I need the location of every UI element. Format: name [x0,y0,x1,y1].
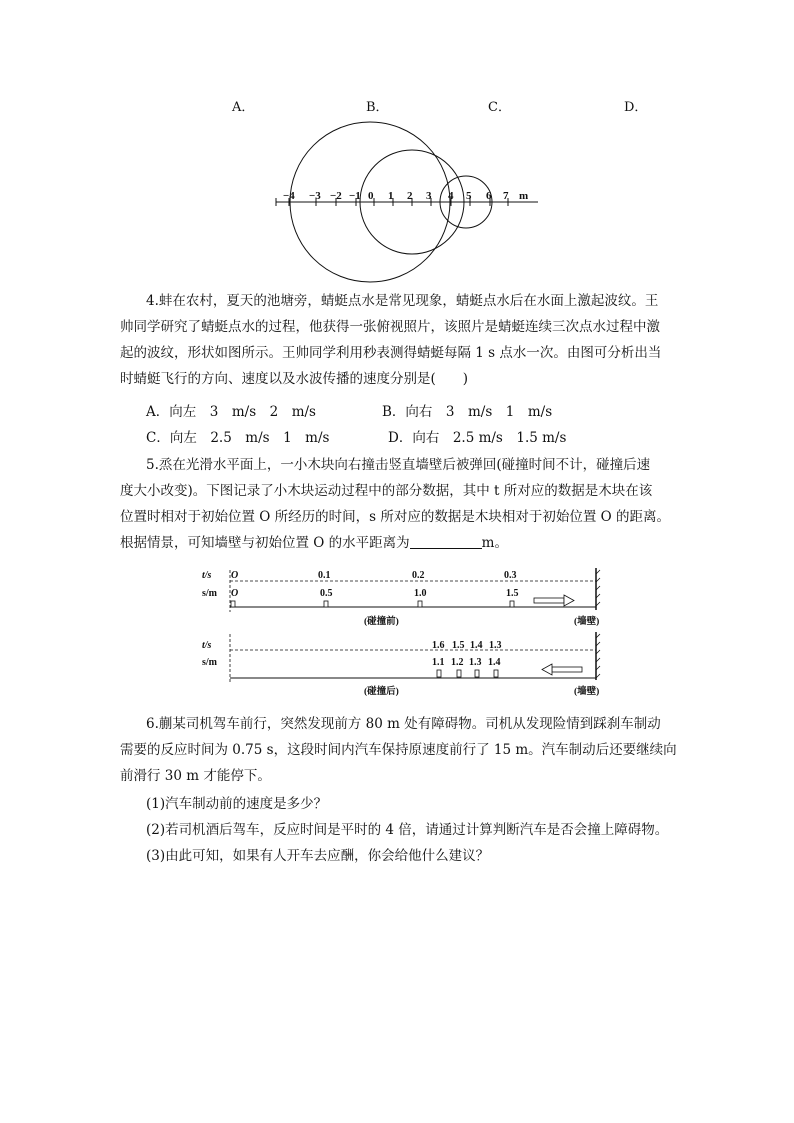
q4-line-3: 起的波纹，形状如图所示。王帅同学利用秒表测得蜻蜓每隔 1 s 点水一次。由图可分析出当 [120,345,662,361]
before-s-2: 1.0 [414,588,427,599]
after-s-1: 1.1 [432,657,445,668]
q4-option-b: B．向右 3 m/s 1 m/s [382,404,553,420]
q4-line-4: 时蜻蜓飞行的方向、速度以及水波传播的速度分别是( ) [120,371,469,387]
before-t-1: 0.1 [318,570,331,581]
arrow-right-icon [534,595,574,606]
q4-line-2: 帅同学研究了蜻蜓点水的过程，他获得一张俯视照片，该照片是蜻蜓连续三次点水过程中激 [120,319,660,335]
option-d-label: D． [624,100,648,115]
before-t-0: O [231,570,239,581]
axis-label-m: m [519,190,529,202]
before-blocks [231,601,514,607]
q5-unit: m。 [481,535,508,551]
arrow-left-icon [542,664,582,675]
axis-label-7: 7 [503,190,509,202]
axis-label-neg2: −2 [330,190,342,202]
after-t-3: 1.4 [470,640,483,651]
after-wall-label: (墙壁) [574,687,600,697]
after-caption: (碰撞后) [364,687,399,697]
before-t-3: 0.3 [504,570,517,581]
after-s-label: s/m [202,657,217,668]
before-t-2: 0.2 [412,570,425,581]
axis-label-neg1: −1 [349,190,361,202]
q4-option-a: A．向左 3 m/s 2 m/s [146,404,316,420]
axis-label-5: 5 [466,190,472,202]
after-s-3: 1.3 [469,657,482,668]
q6-line-1: 6.蒯某司机驾车前行，突然发现前方 80 m 处有障碍物。司机从发现险情到踩刹车制动 [146,716,661,732]
q4-option-d: D．向右 2.5 m/s 1.5 m/s [388,430,567,446]
q4-option-c: C．向左 2.5 m/s 1 m/s [146,430,330,446]
axis-label-1: 1 [388,190,394,202]
after-t-4: 1.3 [489,640,502,651]
axis-label-6: 6 [486,190,492,202]
axis-label-neg4: −4 [283,190,295,202]
q6-sub-1: (1)汽车制动前的速度是多少？ [146,796,328,812]
axis-label-2: 2 [407,190,413,202]
q5-line-4-text: 根据情景，可知墙壁与初始位置 O 的水平距离为 [120,535,410,551]
axis-label-neg3: −3 [309,190,321,202]
axis-label-0: 0 [368,190,374,202]
axis-label-4: 4 [448,190,454,202]
before-s-label: s/m [202,588,217,599]
after-t-label: t/s [202,640,212,651]
q6-line-3: 前滑行 30 m 才能停下。 [120,768,271,784]
before-s-1: 0.5 [320,588,333,599]
q6-sub-2: (2)若司机酒后驾车，反应时间是平时的 4 倍，请通过计算判断汽车是否会撞上障碍物。 [146,822,669,838]
before-wall-label: (墙壁) [574,617,600,627]
before-origin: O [231,588,239,599]
q6-line-2: 需要的反应时间为 0.75 s，这段时间内汽车保持原速度前行了 15 m。汽车制动后还要继续向 [120,742,677,758]
before-caption: (碰撞前) [364,617,399,627]
q5-line-1: 5.烝在光滑水平面上，一小木块向右撞击竖直墙壁后被弹回(碰撞时间不计，碰撞后速 [146,457,651,473]
option-a-label: A． [232,100,255,115]
before-t-label: t/s [202,570,212,581]
after-blocks [437,670,498,677]
q5-line-2: 度大小改变)。下图记录了小木块运动过程中的部分数据，其中 t 所对应的数据是木块在该 [120,483,653,499]
after-s-2: 1.2 [451,657,464,668]
collision-diagram [196,564,608,704]
answer-blank[interactable] [410,534,482,549]
q5-line-4 [120,531,508,551]
after-s-4: 1.4 [488,657,501,668]
q4-line-1: 4.蚌在农村，夏天的池塘旁，蜻蜓点水是常见现象，蜻蜓点水后在水面上激起波纹。王 [146,293,659,309]
after-t-1: 1.6 [432,640,445,651]
before-s-3: 1.5 [506,588,519,599]
q5-line-3: 位置时相对于初始位置 O 所经历的时间，s 所对应的数据是木块相对于初始位置 O 的距离。 [120,509,671,525]
axis-label-3: 3 [426,190,432,202]
option-c-label: C． [488,100,511,115]
option-b-label: B． [366,100,389,115]
q6-sub-3: (3)由此可知，如果有人开车去应酬，你会给他什么建议？ [146,848,490,864]
after-t-2: 1.5 [452,640,465,651]
ripple-figure [260,118,560,288]
